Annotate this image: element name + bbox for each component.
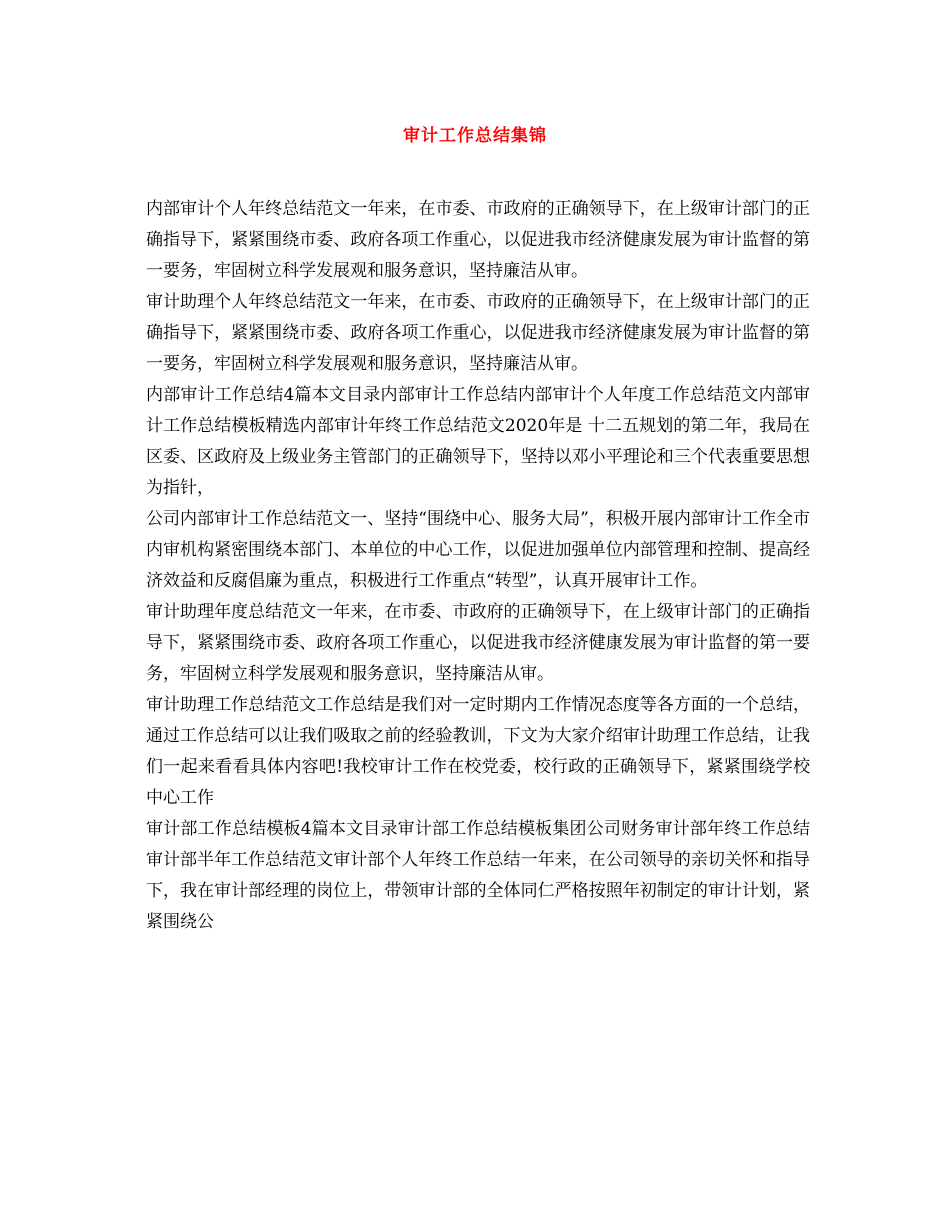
paragraph-4: 公司内部审计工作总结范文一、坚持“围绕中心、服务大局”，积极开展内部审计工作全市内审机构紧密围绕本部门、本单位的中心工作，以促进加强单位内部管理和控制、提高经济效益和反腐倡廉为重点，积极进行工作重点“转型”，认真开展审计工作。 <box>146 509 810 591</box>
paragraph-3: 内部审计工作总结4篇本文目录内部审计工作总结内部审计个人年度工作总结范文内部审计工作总结模板精选内部审计年终工作总结范文2020年是 十二五规划的第二年，我局在区委、区政府及上级业务主管部门的正确领导下，坚持以邓小平理论和三个代表重要思想为指针， <box>146 385 810 498</box>
document-body <box>146 194 810 938</box>
paragraph-7: 审计部工作总结模板4篇本文目录审计部工作总结模板集团公司财务审计部年终工作总结审计部半年工作总结范文审计部个人年终工作总结一年来，在公司领导的亲切关怀和指导下，我在审计部经理的岗位上，带领审计部的全体同仁严格按照年初制定的审计计划，紧紧围绕公 <box>146 819 810 932</box>
paragraph-5: 审计助理年度总结范文一年来，在市委、市政府的正确领导下，在上级审计部门的正确指导下，紧紧围绕市委、政府各项工作重心，以促进我市经济健康发展为审计监督的第一要务，牢固树立科学发展观和服务意识，坚持廉洁从审。 <box>146 602 810 684</box>
document-title: 审计工作总结集锦 <box>403 126 547 146</box>
paragraph-2: 审计助理个人年终总结范文一年来，在市委、市政府的正确领导下，在上级审计部门的正确指导下，紧紧围绕市委、政府各项工作重心，以促进我市经济健康发展为审计监督的第一要务，牢固树立科学发展观和服务意识，坚持廉洁从审。 <box>146 292 810 374</box>
paragraph-6: 审计助理工作总结范文工作总结是我们对一定时期内工作情况态度等各方面的一个总结，通过工作总结可以让我们吸取之前的经验教训，下文为大家介绍审计助理工作总结，让我们一起来看看具体内容吧!我校审计工作在校党委，校行政的正确领导下，紧紧围绕学校中心工作 <box>146 695 810 808</box>
paragraph-1: 内部审计个人年终总结范文一年来，在市委、市政府的正确领导下，在上级审计部门的正确指导下，紧紧围绕市委、政府各项工作重心，以促进我市经济健康发展为审计监督的第一要务，牢固树立科学发展观和服务意识，坚持廉洁从审。 <box>146 199 810 281</box>
